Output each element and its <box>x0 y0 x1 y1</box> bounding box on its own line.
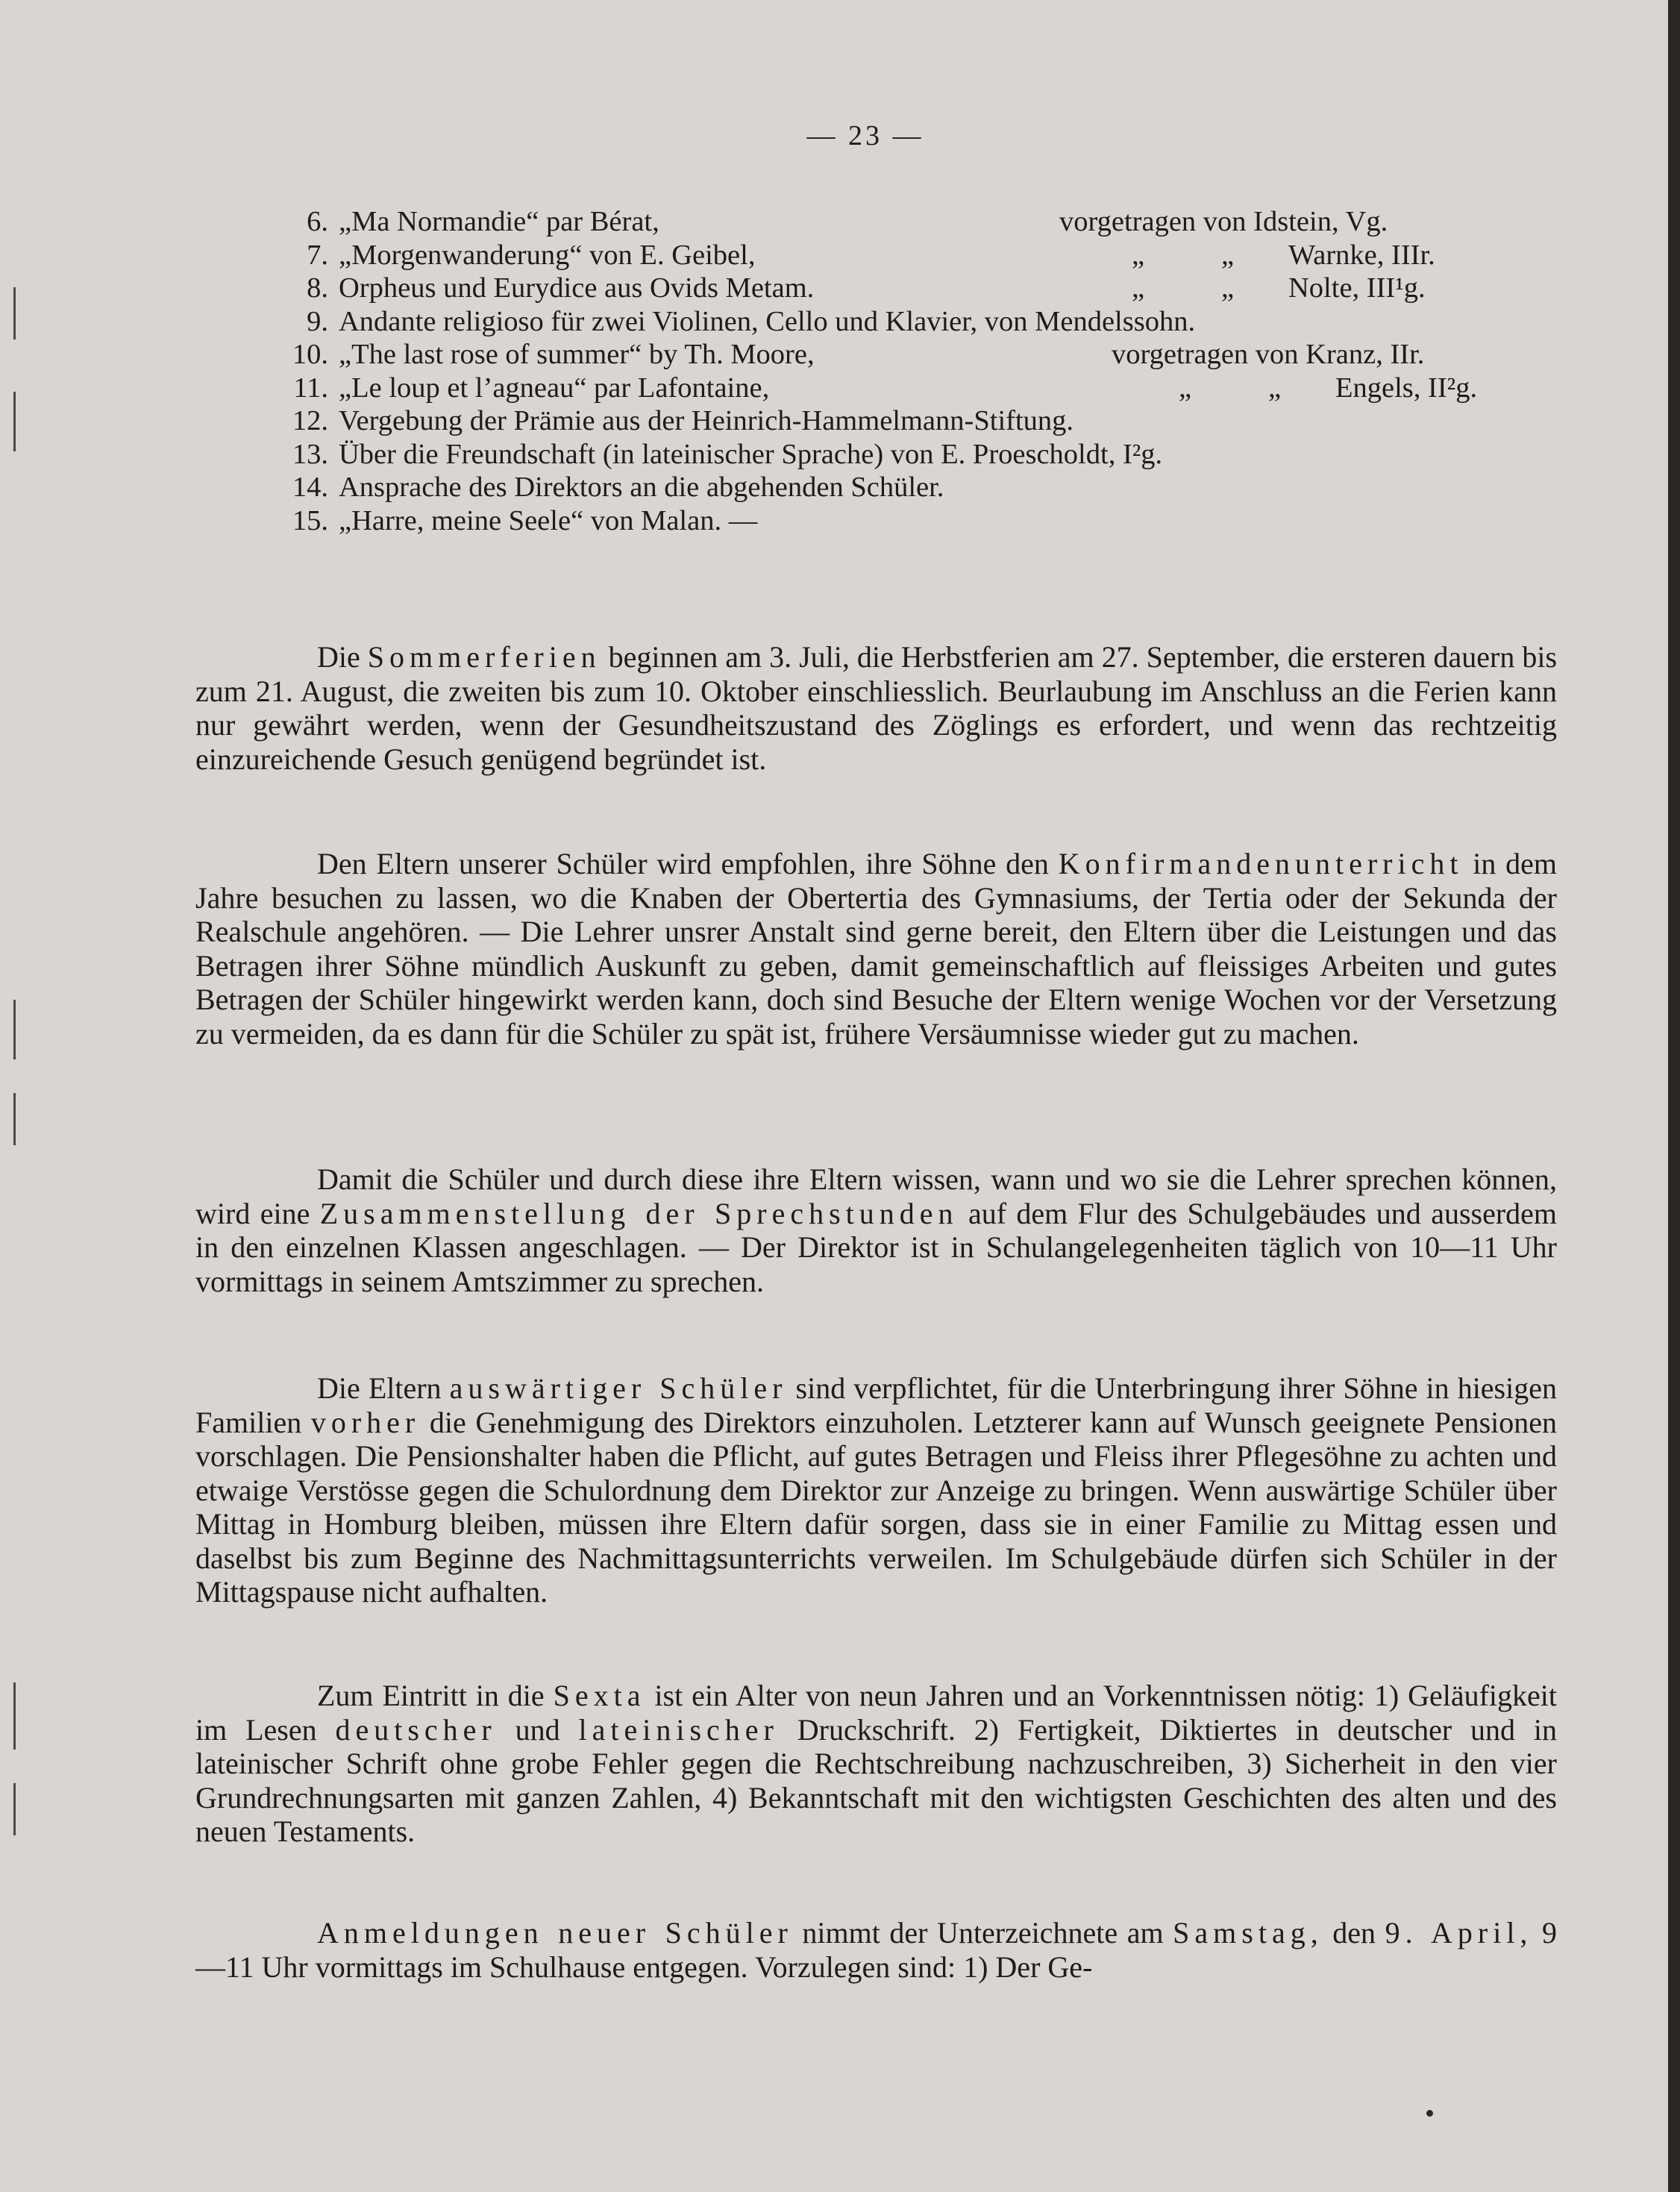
performer: vorgetragen von Idstein, Vg. <box>1059 206 1388 237</box>
item-number: 13. <box>292 438 328 470</box>
list-item <box>261 205 1567 239</box>
item-number: 6. <box>307 206 328 237</box>
item-title: „Ma Normandie“ par Bérat, <box>339 206 659 237</box>
paragraph-summer-holidays: Die Sommerferien beginnen am 3. Juli, die Herbstferien am 27. September, die ersteren dauern bis zum 21. August, die zweiten bis zum 10. Oktober einschliesslich. Beurlaubung im Anschluss an die Ferien kann nur gewährt werden, wenn der Gesundheitszustand des Zöglings es erfordert, und wenn das rechtzeitig einzureichende Gesuch genügend begründet ist. <box>195 640 1558 776</box>
performer: „ „ Warnke, IIIr. <box>1132 239 1435 271</box>
margin-mark <box>13 1093 16 1145</box>
item-number: 12. <box>292 405 328 436</box>
item-number: 9. <box>307 305 328 337</box>
list-item <box>261 404 1567 438</box>
margin-mark <box>13 1783 16 1835</box>
paragraph-non-local-pupils: Die Eltern auswärtiger Schüler sind verpflichtet, für die Unterbringung ihrer Söhne in hiesigen Familien vorher die Genehmigung des Direktors einzuholen. Letzterer kann auf Wunsch geeignete Pensionen vorschlagen. Die Pensionshalter haben die Pflicht, auf gutes Betragen und Fleiss ihrer Pflegesöhne zu achten und etwaige Verstösse gegen die Schulordnung dem Direktor zur Anzeige zu bringen. Wenn auswärtige Schüler über Mittag in Homburg bleiben, müssen ihre Eltern dafür sorgen, dass sie in einer Familie zu Mittag essen und daselbst bis zum Beginne des Nachmittagsunterrichts verweilen. Im Schulgebäude dürfen sich Schüler in der Mittagspause nicht aufhalten. <box>195 1371 1558 1609</box>
list-item <box>261 372 1567 405</box>
performer: vorgetragen von Kranz, IIr. <box>1112 339 1425 370</box>
paragraph-confirmation: Den Eltern unserer Schüler wird empfohlen, ihre Söhne den Konfirmandenunterricht in dem Jahre besuchen zu lassen, wo die Knaben der Obertertia des Gymnasiums, der Tertia oder der Sekunda der Realschule angehören. — Die Lehrer unsrer Anstalt sind gerne bereit, den Eltern über die Leistungen und das Betragen ihrer Söhne mündlich Auskunft zu geben, damit gemeinschaftlich auf fleissiges Arbeiten und gutes Betragen der Schüler hingewirkt werden kann, doch sind Besuche der Eltern wenige Wochen vor der Versetzung zu vermeiden, da es dann für die Schüler zu spät ist, frühere Versäumnisse wieder gut zu machen. <box>195 847 1558 1050</box>
page-number: — 23 — <box>806 120 924 151</box>
item-number: 7. <box>307 239 328 271</box>
list-item <box>261 438 1567 472</box>
item-title: Ansprache des Direktors an die abgehenden Schüler. <box>339 472 944 503</box>
list-item <box>261 504 1567 538</box>
ink-spot <box>1426 2110 1433 2117</box>
item-title: Über die Freundschaft (in lateinischer Sprache) von E. Proescholdt, I²g. <box>339 438 1163 470</box>
performer: „ „ Engels, II²g. <box>1179 372 1478 404</box>
item-number: 11. <box>293 372 328 404</box>
margin-mark <box>13 287 16 339</box>
list-item <box>261 471 1567 504</box>
margin-mark <box>13 1000 16 1059</box>
margin-mark <box>13 1682 16 1750</box>
page-edge <box>1668 0 1680 2192</box>
item-title: „The last rose of summer“ by Th. Moore, <box>339 339 815 370</box>
item-title: „Morgenwanderung“ von E. Geibel, <box>339 239 756 271</box>
item-number: 14. <box>292 472 328 503</box>
item-number: 15. <box>292 504 328 536</box>
paragraph-admission: Zum Eintritt in die Sexta ist ein Alter von neun Jahren und an Vorkenntnissen nötig: 1) Geläufigkeit im Lesen deutscher und lateinischer Druckschrift. 2) Fertigkeit, Diktiertes in deutscher und in lateinischer Schrift ohne grobe Fehler gegen die Rechtschreibung nachzuschreiben, 3) Sicherheit in den vier Grundrechnungsarten mit ganzen Zahlen, 4) Bekanntschaft mit den wichtigsten Geschichten des alten und des neuen Testaments. <box>195 1679 1558 1848</box>
item-number: 8. <box>307 272 328 304</box>
item-title: „Le loup et l’agneau“ par Lafontaine, <box>339 372 770 404</box>
paragraph-office-hours: Damit die Schüler und durch diese ihre Eltern wissen, wann und wo sie die Lehrer sprechen können, wird eine Zusammenstellung der Sprechstunden auf dem Flur des Schulgebäudes und ausserdem in den einzelnen Klassen angeschlagen. — Der Direktor ist in Schulangelegenheiten täglich von 10—11 Uhr vormittags in seinem Amtszimmer zu sprechen. <box>195 1162 1558 1298</box>
performer: „ „ Nolte, III¹g. <box>1132 272 1426 304</box>
list-item <box>261 338 1567 372</box>
item-title: Andante religioso für zwei Violinen, Cello und Klavier, von Mendelssohn. <box>339 305 1196 337</box>
item-title: „Harre, meine Seele“ von Malan. — <box>339 504 758 536</box>
margin-mark <box>13 392 16 451</box>
list-item <box>261 305 1567 339</box>
list-item <box>261 239 1567 272</box>
item-number: 10. <box>292 339 328 370</box>
program-list <box>261 205 1567 537</box>
item-title: Orpheus und Eurydice aus Ovids Metam. <box>339 272 815 304</box>
list-item <box>261 272 1567 305</box>
item-title: Vergebung der Prämie aus der Heinrich-Hammelmann-Stiftung. <box>339 405 1074 436</box>
paragraph-registration: Anmeldungen neuer Schüler nimmt der Unterzeichnete am Samstag, den 9. April, 9—11 Uhr vormittags im Schulhause entgegen. Vorzulegen sind: 1) Der Ge- <box>195 1916 1558 1984</box>
